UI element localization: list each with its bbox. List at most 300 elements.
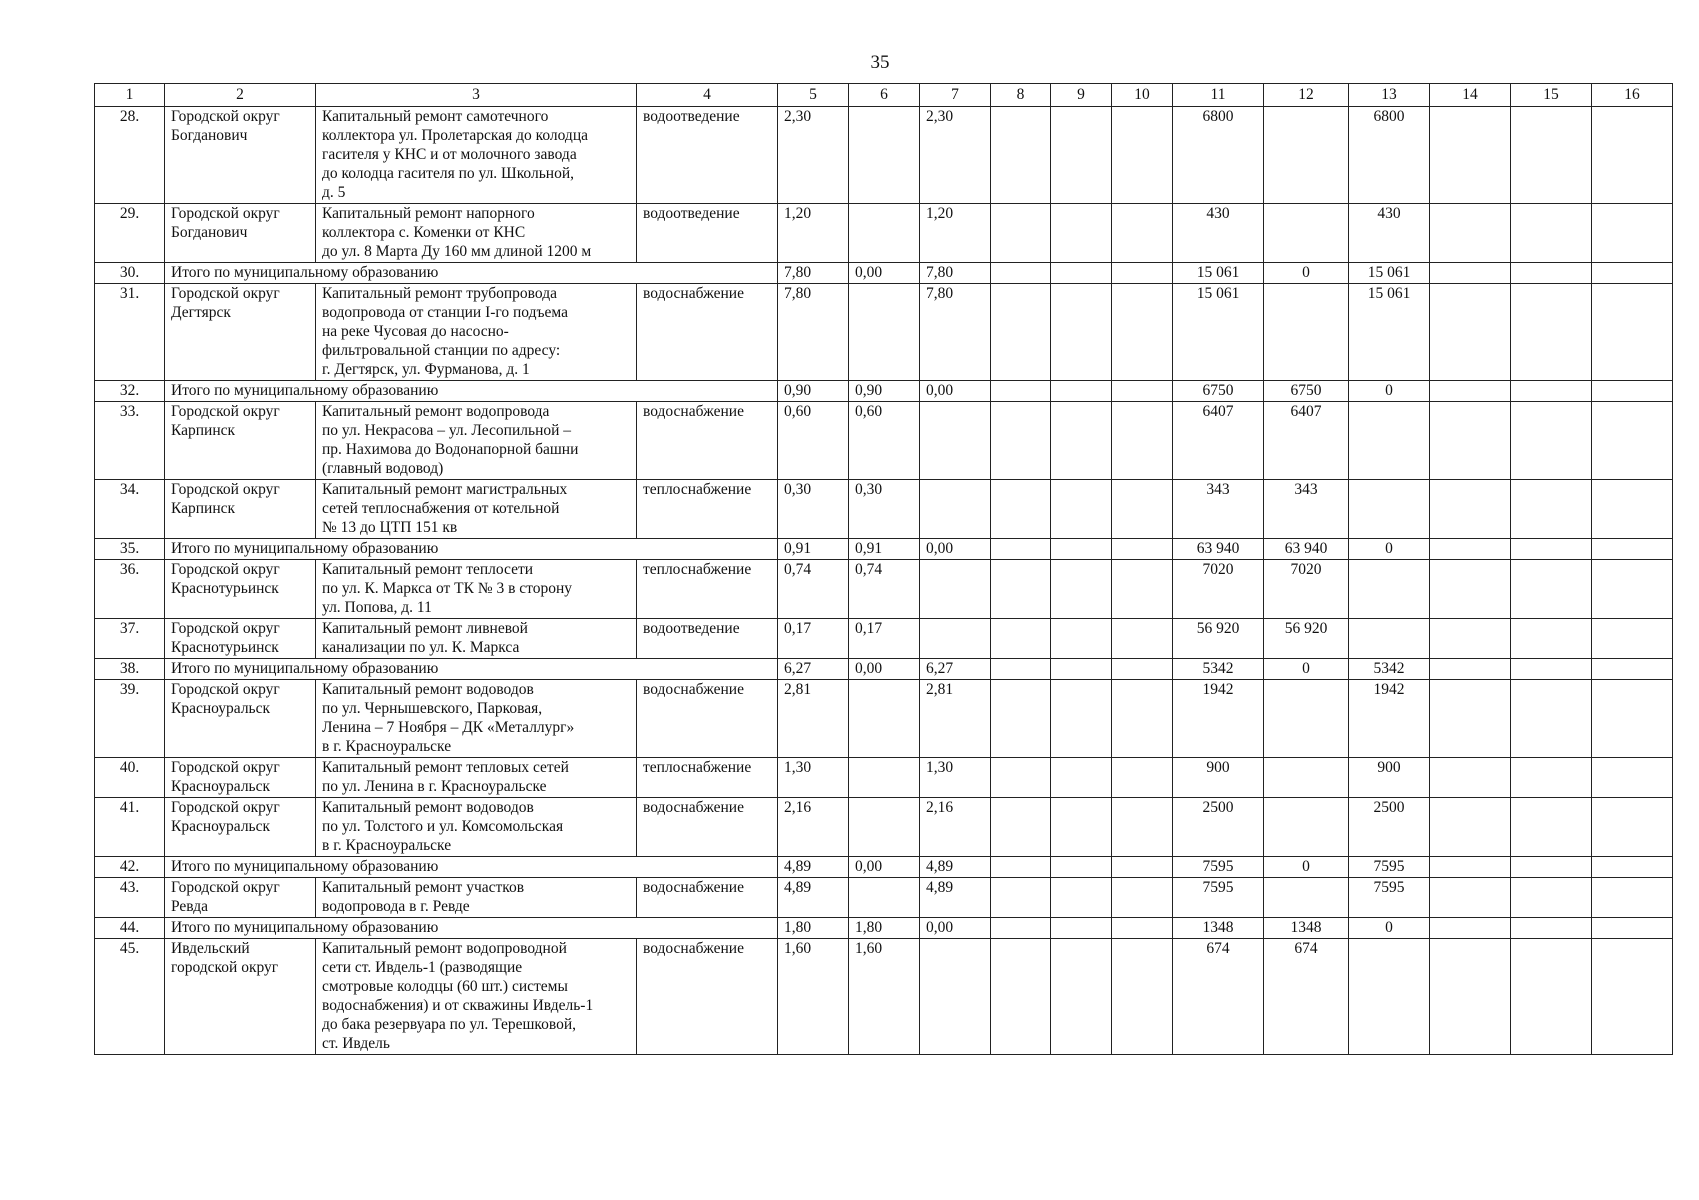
value-col-16 xyxy=(1592,402,1673,480)
value-col-5: 1,80 xyxy=(778,918,849,939)
value-col-14 xyxy=(1430,939,1511,1055)
row-number: 38. xyxy=(95,659,165,680)
value-col-11: 1348 xyxy=(1173,918,1264,939)
value-col-6 xyxy=(849,107,920,204)
value-col-10 xyxy=(1112,263,1173,284)
value-col-9 xyxy=(1051,539,1112,560)
municipality-cell: Городской округ Карпинск xyxy=(165,402,316,480)
value-col-14 xyxy=(1430,263,1511,284)
value-col-16 xyxy=(1592,758,1673,798)
value-col-6: 1,80 xyxy=(849,918,920,939)
value-col-16 xyxy=(1592,918,1673,939)
row-number: 30. xyxy=(95,263,165,284)
value-col-10 xyxy=(1112,939,1173,1055)
value-col-14 xyxy=(1430,619,1511,659)
value-col-9 xyxy=(1051,857,1112,878)
value-col-15 xyxy=(1511,539,1592,560)
column-number: 13 xyxy=(1349,84,1430,107)
subtotal-label: Итого по муниципальному образованию xyxy=(165,263,778,284)
value-col-8 xyxy=(991,539,1051,560)
subtotal-label: Итого по муниципальному образованию xyxy=(165,381,778,402)
value-col-5: 0,60 xyxy=(778,402,849,480)
service-type-cell: водоотведение xyxy=(637,107,778,204)
value-col-9 xyxy=(1051,560,1112,619)
value-col-14 xyxy=(1430,107,1511,204)
value-col-8 xyxy=(991,798,1051,857)
value-col-11: 6407 xyxy=(1173,402,1264,480)
value-col-6: 0,17 xyxy=(849,619,920,659)
column-number: 2 xyxy=(165,84,316,107)
value-col-13: 1942 xyxy=(1349,680,1430,758)
value-col-12 xyxy=(1264,680,1349,758)
column-number: 15 xyxy=(1511,84,1592,107)
value-col-12: 6750 xyxy=(1264,381,1349,402)
row-number: 39. xyxy=(95,680,165,758)
municipality-cell: Ивдельский городской округ xyxy=(165,939,316,1055)
value-col-8 xyxy=(991,204,1051,263)
value-col-15 xyxy=(1511,680,1592,758)
value-col-16 xyxy=(1592,107,1673,204)
value-col-7: 0,00 xyxy=(920,918,991,939)
value-col-5: 6,27 xyxy=(778,659,849,680)
value-col-10 xyxy=(1112,758,1173,798)
value-col-13 xyxy=(1349,402,1430,480)
value-col-13 xyxy=(1349,560,1430,619)
value-col-14 xyxy=(1430,878,1511,918)
value-col-10 xyxy=(1112,480,1173,539)
service-type-cell: теплоснабжение xyxy=(637,480,778,539)
subtotal-row xyxy=(95,918,1673,939)
value-col-14 xyxy=(1430,659,1511,680)
column-number: 9 xyxy=(1051,84,1112,107)
subtotal-label: Итого по муниципальному образованию xyxy=(165,857,778,878)
value-col-5: 2,81 xyxy=(778,680,849,758)
value-col-10 xyxy=(1112,878,1173,918)
municipality-cell: Городской округ Краснотурьинск xyxy=(165,619,316,659)
value-col-16 xyxy=(1592,798,1673,857)
value-col-10 xyxy=(1112,539,1173,560)
value-col-8 xyxy=(991,560,1051,619)
value-col-6 xyxy=(849,798,920,857)
value-col-7 xyxy=(920,480,991,539)
service-type-cell: теплоснабжение xyxy=(637,758,778,798)
value-col-6: 0,00 xyxy=(849,659,920,680)
table-row xyxy=(95,939,1673,1055)
value-col-6 xyxy=(849,758,920,798)
value-col-7: 1,20 xyxy=(920,204,991,263)
value-col-13 xyxy=(1349,619,1430,659)
value-col-13: 0 xyxy=(1349,539,1430,560)
work-description-cell: Капитальный ремонт водоводов по ул. Чернышевского, Парковая, Ленина – 7 Ноября – ДК «Металлург» в г. Красноуральске xyxy=(316,680,637,758)
value-col-10 xyxy=(1112,381,1173,402)
value-col-7: 4,89 xyxy=(920,857,991,878)
column-number: 5 xyxy=(778,84,849,107)
work-description-cell: Капитальный ремонт водоводов по ул. Толстого и ул. Комсомольская в г. Красноуральске xyxy=(316,798,637,857)
value-col-16 xyxy=(1592,480,1673,539)
value-col-12 xyxy=(1264,878,1349,918)
value-col-8 xyxy=(991,857,1051,878)
value-col-10 xyxy=(1112,857,1173,878)
value-col-7: 1,30 xyxy=(920,758,991,798)
value-col-11: 6800 xyxy=(1173,107,1264,204)
value-col-9 xyxy=(1051,878,1112,918)
value-col-16 xyxy=(1592,619,1673,659)
value-col-5: 0,74 xyxy=(778,560,849,619)
subtotal-label: Итого по муниципальному образованию xyxy=(165,539,778,560)
work-description-cell: Капитальный ремонт магистральных сетей теплоснабжения от котельной № 13 до ЦТП 151 кв xyxy=(316,480,637,539)
table-row xyxy=(95,107,1673,204)
value-col-16 xyxy=(1592,878,1673,918)
value-col-15 xyxy=(1511,480,1592,539)
row-number: 36. xyxy=(95,560,165,619)
column-number: 12 xyxy=(1264,84,1349,107)
value-col-10 xyxy=(1112,107,1173,204)
value-col-5: 0,90 xyxy=(778,381,849,402)
value-col-11: 56 920 xyxy=(1173,619,1264,659)
value-col-11: 7595 xyxy=(1173,857,1264,878)
value-col-15 xyxy=(1511,918,1592,939)
value-col-9 xyxy=(1051,758,1112,798)
value-col-6 xyxy=(849,878,920,918)
table-row xyxy=(95,680,1673,758)
municipality-cell: Городской округ Богданович xyxy=(165,107,316,204)
value-col-15 xyxy=(1511,284,1592,381)
value-col-14 xyxy=(1430,680,1511,758)
value-col-8 xyxy=(991,284,1051,381)
municipality-cell: Городской округ Дегтярск xyxy=(165,284,316,381)
value-col-15 xyxy=(1511,107,1592,204)
row-number: 40. xyxy=(95,758,165,798)
column-number: 16 xyxy=(1592,84,1673,107)
value-col-16 xyxy=(1592,284,1673,381)
value-col-15 xyxy=(1511,381,1592,402)
row-number: 37. xyxy=(95,619,165,659)
municipality-cell: Городской округ Красноуральск xyxy=(165,758,316,798)
service-type-cell: водоснабжение xyxy=(637,402,778,480)
municipality-cell: Городской округ Богданович xyxy=(165,204,316,263)
table-row xyxy=(95,284,1673,381)
municipality-cell: Городской округ Карпинск xyxy=(165,480,316,539)
column-number: 8 xyxy=(991,84,1051,107)
column-number-row xyxy=(95,84,1673,107)
municipality-cell: Городской округ Красноуральск xyxy=(165,798,316,857)
value-col-5: 1,20 xyxy=(778,204,849,263)
column-number: 6 xyxy=(849,84,920,107)
value-col-15 xyxy=(1511,939,1592,1055)
value-col-8 xyxy=(991,918,1051,939)
service-type-cell: водоотведение xyxy=(637,619,778,659)
value-col-12: 343 xyxy=(1264,480,1349,539)
value-col-14 xyxy=(1430,798,1511,857)
value-col-12 xyxy=(1264,284,1349,381)
value-col-9 xyxy=(1051,284,1112,381)
work-description-cell: Капитальный ремонт трубопровода водопровода от станции I-го подъема на реке Чусовая до насосно- фильтровальной станции по адресу: г. Дегтярск, ул. Фурманова, д. 1 xyxy=(316,284,637,381)
column-number: 4 xyxy=(637,84,778,107)
value-col-9 xyxy=(1051,918,1112,939)
value-col-14 xyxy=(1430,381,1511,402)
subtotal-row xyxy=(95,857,1673,878)
column-number: 1 xyxy=(95,84,165,107)
value-col-12: 674 xyxy=(1264,939,1349,1055)
value-col-11: 900 xyxy=(1173,758,1264,798)
value-col-10 xyxy=(1112,619,1173,659)
value-col-8 xyxy=(991,107,1051,204)
column-number: 3 xyxy=(316,84,637,107)
value-col-13: 2500 xyxy=(1349,798,1430,857)
table-row xyxy=(95,758,1673,798)
value-col-10 xyxy=(1112,402,1173,480)
value-col-9 xyxy=(1051,798,1112,857)
table-row xyxy=(95,402,1673,480)
value-col-10 xyxy=(1112,284,1173,381)
column-number: 11 xyxy=(1173,84,1264,107)
subtotal-row xyxy=(95,263,1673,284)
value-col-5: 0,30 xyxy=(778,480,849,539)
value-col-10 xyxy=(1112,659,1173,680)
value-col-15 xyxy=(1511,402,1592,480)
value-col-5: 1,60 xyxy=(778,939,849,1055)
table-row xyxy=(95,619,1673,659)
value-col-11: 6750 xyxy=(1173,381,1264,402)
row-number: 31. xyxy=(95,284,165,381)
value-col-14 xyxy=(1430,204,1511,263)
value-col-12: 63 940 xyxy=(1264,539,1349,560)
value-col-16 xyxy=(1592,680,1673,758)
value-col-8 xyxy=(991,480,1051,539)
value-col-10 xyxy=(1112,560,1173,619)
municipality-cell: Городской округ Краснотурьинск xyxy=(165,560,316,619)
value-col-8 xyxy=(991,402,1051,480)
value-col-6: 0,00 xyxy=(849,263,920,284)
works-table xyxy=(94,83,1673,1055)
value-col-10 xyxy=(1112,680,1173,758)
value-col-12: 6407 xyxy=(1264,402,1349,480)
value-col-15 xyxy=(1511,878,1592,918)
value-col-11: 63 940 xyxy=(1173,539,1264,560)
value-col-7: 7,80 xyxy=(920,263,991,284)
value-col-13: 430 xyxy=(1349,204,1430,263)
value-col-9 xyxy=(1051,480,1112,539)
row-number: 35. xyxy=(95,539,165,560)
value-col-5: 7,80 xyxy=(778,284,849,381)
value-col-7: 2,81 xyxy=(920,680,991,758)
value-col-5: 2,16 xyxy=(778,798,849,857)
table-row xyxy=(95,204,1673,263)
page-number: 35 xyxy=(870,52,890,73)
value-col-9 xyxy=(1051,263,1112,284)
value-col-7 xyxy=(920,560,991,619)
value-col-6: 0,30 xyxy=(849,480,920,539)
value-col-5: 4,89 xyxy=(778,857,849,878)
value-col-16 xyxy=(1592,939,1673,1055)
row-number: 41. xyxy=(95,798,165,857)
column-number: 7 xyxy=(920,84,991,107)
value-col-6 xyxy=(849,284,920,381)
value-col-10 xyxy=(1112,798,1173,857)
value-col-16 xyxy=(1592,263,1673,284)
row-number: 34. xyxy=(95,480,165,539)
value-col-16 xyxy=(1592,560,1673,619)
value-col-14 xyxy=(1430,539,1511,560)
service-type-cell: теплоснабжение xyxy=(637,560,778,619)
value-col-14 xyxy=(1430,402,1511,480)
value-col-16 xyxy=(1592,659,1673,680)
row-number: 32. xyxy=(95,381,165,402)
work-description-cell: Капитальный ремонт ливневой канализации по ул. К. Маркса xyxy=(316,619,637,659)
value-col-15 xyxy=(1511,560,1592,619)
value-col-12: 7020 xyxy=(1264,560,1349,619)
value-col-5: 0,91 xyxy=(778,539,849,560)
service-type-cell: водоснабжение xyxy=(637,284,778,381)
value-col-12: 56 920 xyxy=(1264,619,1349,659)
value-col-9 xyxy=(1051,939,1112,1055)
value-col-12: 0 xyxy=(1264,857,1349,878)
value-col-11: 5342 xyxy=(1173,659,1264,680)
work-description-cell: Капитальный ремонт тепловых сетей по ул. Ленина в г. Красноуральске xyxy=(316,758,637,798)
value-col-13: 0 xyxy=(1349,381,1430,402)
value-col-9 xyxy=(1051,619,1112,659)
value-col-7 xyxy=(920,939,991,1055)
value-col-11: 674 xyxy=(1173,939,1264,1055)
subtotal-row xyxy=(95,381,1673,402)
value-col-9 xyxy=(1051,659,1112,680)
value-col-13 xyxy=(1349,480,1430,539)
table-row xyxy=(95,480,1673,539)
value-col-13: 900 xyxy=(1349,758,1430,798)
subtotal-row xyxy=(95,539,1673,560)
value-col-7: 4,89 xyxy=(920,878,991,918)
value-col-5: 0,17 xyxy=(778,619,849,659)
value-col-8 xyxy=(991,619,1051,659)
work-description-cell: Капитальный ремонт напорного коллектора с. Коменки от КНС до ул. 8 Марта Ду 160 мм длиной 1200 м xyxy=(316,204,637,263)
value-col-8 xyxy=(991,659,1051,680)
value-col-9 xyxy=(1051,204,1112,263)
value-col-12: 0 xyxy=(1264,659,1349,680)
value-col-11: 15 061 xyxy=(1173,263,1264,284)
value-col-15 xyxy=(1511,204,1592,263)
table-row xyxy=(95,560,1673,619)
value-col-14 xyxy=(1430,284,1511,381)
work-description-cell: Капитальный ремонт водопроводной сети ст. Ивдель-1 (разводящие смотровые колодцы (60 шт.) системы водоснабжения) и от скважины Ивдель-1 до бака резервуара по ул. Терешковой, ст. Ивдель xyxy=(316,939,637,1055)
value-col-6: 1,60 xyxy=(849,939,920,1055)
value-col-9 xyxy=(1051,107,1112,204)
value-col-7: 6,27 xyxy=(920,659,991,680)
value-col-11: 2500 xyxy=(1173,798,1264,857)
value-col-5: 4,89 xyxy=(778,878,849,918)
service-type-cell: водоотведение xyxy=(637,204,778,263)
value-col-13: 7595 xyxy=(1349,878,1430,918)
value-col-6 xyxy=(849,680,920,758)
value-col-11: 343 xyxy=(1173,480,1264,539)
value-col-6: 0,91 xyxy=(849,539,920,560)
value-col-14 xyxy=(1430,758,1511,798)
value-col-6: 0,90 xyxy=(849,381,920,402)
value-col-8 xyxy=(991,263,1051,284)
column-number: 10 xyxy=(1112,84,1173,107)
value-col-12 xyxy=(1264,204,1349,263)
row-number: 43. xyxy=(95,878,165,918)
value-col-13 xyxy=(1349,939,1430,1055)
value-col-12: 0 xyxy=(1264,263,1349,284)
value-col-7 xyxy=(920,402,991,480)
value-col-15 xyxy=(1511,758,1592,798)
row-number: 44. xyxy=(95,918,165,939)
value-col-8 xyxy=(991,878,1051,918)
value-col-14 xyxy=(1430,857,1511,878)
value-col-11: 15 061 xyxy=(1173,284,1264,381)
service-type-cell: водоснабжение xyxy=(637,939,778,1055)
value-col-12 xyxy=(1264,798,1349,857)
value-col-13: 15 061 xyxy=(1349,263,1430,284)
value-col-13: 6800 xyxy=(1349,107,1430,204)
value-col-16 xyxy=(1592,381,1673,402)
row-number: 42. xyxy=(95,857,165,878)
value-col-11: 7020 xyxy=(1173,560,1264,619)
value-col-7: 0,00 xyxy=(920,381,991,402)
table-row xyxy=(95,878,1673,918)
subtotal-label: Итого по муниципальному образованию xyxy=(165,918,778,939)
value-col-7: 2,30 xyxy=(920,107,991,204)
value-col-16 xyxy=(1592,204,1673,263)
value-col-9 xyxy=(1051,381,1112,402)
work-description-cell: Капитальный ремонт участков водопровода в г. Ревде xyxy=(316,878,637,918)
value-col-6: 0,00 xyxy=(849,857,920,878)
subtotal-label: Итого по муниципальному образованию xyxy=(165,659,778,680)
municipality-cell: Городской округ Ревда xyxy=(165,878,316,918)
work-description-cell: Капитальный ремонт водопровода по ул. Некрасова – ул. Лесопильной – пр. Нахимова до Водонапорной башни (главный водовод) xyxy=(316,402,637,480)
value-col-7: 0,00 xyxy=(920,539,991,560)
value-col-13: 0 xyxy=(1349,918,1430,939)
value-col-7 xyxy=(920,619,991,659)
value-col-15 xyxy=(1511,619,1592,659)
value-col-12 xyxy=(1264,758,1349,798)
row-number: 45. xyxy=(95,939,165,1055)
value-col-15 xyxy=(1511,263,1592,284)
value-col-15 xyxy=(1511,659,1592,680)
value-col-11: 430 xyxy=(1173,204,1264,263)
value-col-14 xyxy=(1430,560,1511,619)
value-col-5: 2,30 xyxy=(778,107,849,204)
value-col-12 xyxy=(1264,107,1349,204)
value-col-16 xyxy=(1592,539,1673,560)
value-col-8 xyxy=(991,680,1051,758)
value-col-9 xyxy=(1051,402,1112,480)
value-col-11: 1942 xyxy=(1173,680,1264,758)
value-col-6: 0,60 xyxy=(849,402,920,480)
value-col-7: 7,80 xyxy=(920,284,991,381)
value-col-6: 0,74 xyxy=(849,560,920,619)
table-row xyxy=(95,798,1673,857)
work-description-cell: Капитальный ремонт теплосети по ул. К. Маркса от ТК № 3 в сторону ул. Попова, д. 11 xyxy=(316,560,637,619)
value-col-15 xyxy=(1511,857,1592,878)
value-col-10 xyxy=(1112,918,1173,939)
value-col-6 xyxy=(849,204,920,263)
work-description-cell: Капитальный ремонт самотечного коллектора ул. Пролетарская до колодца гасителя у КНС и от молочного завода до колодца гасителя по ул. Школьной, д. 5 xyxy=(316,107,637,204)
value-col-11: 7595 xyxy=(1173,878,1264,918)
value-col-5: 1,30 xyxy=(778,758,849,798)
value-col-15 xyxy=(1511,798,1592,857)
value-col-8 xyxy=(991,758,1051,798)
column-number: 14 xyxy=(1430,84,1511,107)
value-col-14 xyxy=(1430,480,1511,539)
value-col-14 xyxy=(1430,918,1511,939)
row-number: 29. xyxy=(95,204,165,263)
row-number: 33. xyxy=(95,402,165,480)
service-type-cell: водоснабжение xyxy=(637,878,778,918)
service-type-cell: водоснабжение xyxy=(637,798,778,857)
value-col-5: 7,80 xyxy=(778,263,849,284)
value-col-13: 7595 xyxy=(1349,857,1430,878)
